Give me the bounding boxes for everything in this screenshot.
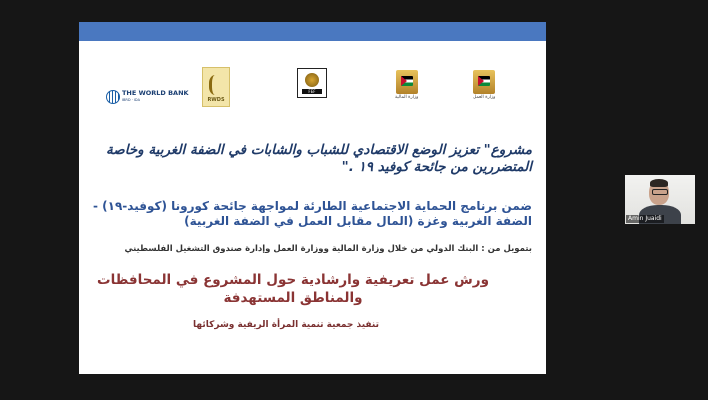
participant-video-tile[interactable]: [625, 175, 695, 224]
rwds-label: RWDS: [207, 97, 225, 103]
project-title: مشروع" تعزيز الوضع الاقتصادي للشباب والشابات في الضفة الغربية وخاصة المتضررين من جائحة كوفيد ١٩ .": [106, 142, 532, 175]
rwds-emblem-icon: [202, 67, 230, 107]
world-bank-globe-icon: [106, 90, 120, 104]
labor-caption: وزارة العمل: [473, 95, 496, 100]
participant-name: Amin Juaidi: [628, 215, 662, 222]
fef-emblem-icon: [297, 68, 327, 98]
finance-caption: وزارة المالية: [395, 95, 419, 100]
fef-label: FEF: [302, 89, 322, 94]
fef-logo: [297, 68, 327, 98]
slide-header-bar: [79, 22, 546, 41]
ministry-of-labor-logo: [473, 70, 495, 100]
world-bank-name: THE WORLD BANK: [122, 89, 189, 97]
palestine-emblem-icon: [473, 70, 495, 94]
implementation-line: تنفيذ جمعية تنمية المرأة الريفية وشركائها: [193, 320, 379, 330]
world-bank-sub: IBRD · IDA: [122, 98, 140, 102]
program-description: ضمن برنامج الحماية الاجتماعية الطارئة لمواجهة جائحة كورونا (كوفيد-١٩) - الضفة الغربية وغزة (المال مقابل العمل في الضفة الغربية): [92, 199, 532, 228]
workshops-heading: ورش عمل تعريفية وارشادية حول المشروع في المحافظات والمناطق المستهدفة: [97, 272, 489, 306]
world-bank-logo: [106, 90, 189, 104]
ministry-of-finance-logo: [395, 70, 418, 100]
funding-line: بتمويل من : البنك الدولي من خلال وزارة المالية ووزارة العمل وإدارة صندوق التشغيل الفلسطيني: [124, 244, 532, 254]
palestine-emblem-icon: [396, 70, 418, 94]
presentation-slide: [79, 22, 546, 374]
rwds-logo: [202, 67, 230, 107]
